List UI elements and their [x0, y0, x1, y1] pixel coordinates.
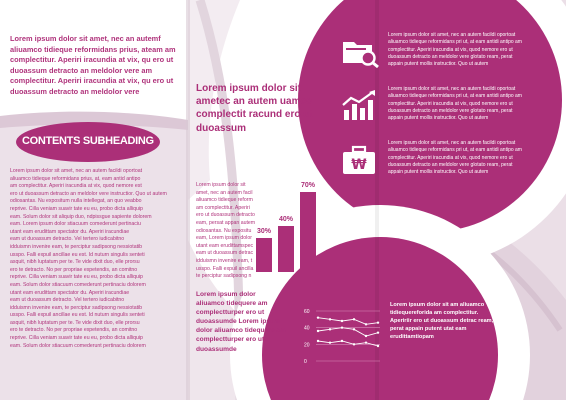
body-line: reprive. Cilla veniam suavir tate eu eu, probo dicta alliquip: [10, 274, 143, 281]
side-line: Lorem ipsum dolor sit: [196, 182, 246, 188]
body-line: reprive. Cilla veniam suavir tate eu eu, probo dicta alliquip: [10, 205, 143, 212]
bar-label: 40%: [279, 216, 294, 224]
bar: [256, 238, 272, 272]
data-point: [365, 335, 367, 337]
body-line: idduismn invenire eam, te perciptur sadipsong nessiotatib: [10, 304, 143, 311]
body-line: usspo. Falli expuil ancillae eu est. Id nuturn singulis senteti: [10, 312, 145, 319]
body-line: eam. Solum dolor sit aliquip duo, ndpissgue sapiente dolorem: [10, 213, 152, 220]
contents-subheading: CONTENTS SUBHEADING: [22, 135, 154, 147]
bar-label: 30%: [257, 227, 272, 235]
body-line: usspo. Falli expuil ancillae eu est. Id nuturn singulis senteti: [10, 251, 145, 258]
data-point: [317, 340, 319, 342]
body-line: ero ut duoassum detracto an meldolor vere instructior. Quo ut autem: [10, 190, 167, 197]
body-line: eam. Solum dolor stiacuum comederunt pertinaciu dolorem: [10, 342, 146, 349]
y-tick-label: 60: [304, 309, 310, 315]
icon-block-text: Lorem ipsum dolor sit amet, nec an autem facildi oportoat aliuamco tidieque reformidans pri ut, at eam antidi antipo am complectitur. Aperiri iracundia at vix, quod nemore ero ut duoassum detracto an meldolor vere glotato ream, perat appain putent mollis instructior. Quo ut autem: [388, 140, 522, 176]
side-line: eam ut duoassum detrac: [196, 250, 254, 257]
data-point: [377, 321, 379, 323]
page2-bottom-text: Lorem ipsum dolor aliuamco tidequere am complectturper ero ut duoassumde Lorem ipsum dolor aliuamco tidequere am complectturper ero ut duoassumde: [196, 291, 286, 353]
intro-paragraph: Lorem ipsum dolor sit amet, nec an autemf aliuamco tidieque reformidans prius, ateam am complectitur. Aperiri iracundia at vix, qu ero ut duoassum detracto an meldolor vere am complectitur. Aperiri iracundia at vix, qu ero ut duoassum detracto an meldolor vere: [10, 34, 176, 96]
data-point: [329, 341, 331, 343]
bar: [278, 226, 294, 272]
icon-block-text: Lorem ipsum dolor sit amet, nec an autem facildi oportoat aliuamco tidieque reformidans pri ut, at eam antidi antipo am complectitur. Aperiri iracundia at vix, quod nemore ero ut duoassum detracto an meldolor vere glotato ream, perat appain putent mollis instructior. Quo ut autem: [388, 32, 522, 68]
data-point: [317, 316, 319, 318]
body-line: eam ut duoassum detracto. Vel tertero iudicabitno: [10, 236, 125, 243]
body-line: Lorem ipsum dolor sit amet, nec an autem facildi oportoat: [10, 168, 143, 174]
data-point: [377, 345, 379, 347]
y-tick-label: 20: [304, 342, 310, 349]
page2-headline: Lorem ipsum dolor sit ametec an autem uamco complectit racund ero ut duoassum: [196, 83, 313, 134]
line-chart: [302, 305, 382, 367]
data-point: [353, 328, 355, 330]
data-point: [353, 343, 355, 345]
y-tick-label: 40: [304, 325, 310, 332]
data-point: [365, 323, 367, 325]
side-line: eam, persat appan autem: [196, 219, 256, 226]
body-line: reprive. Cilla veniam suavir tate eu eu, probo dicta alliquip: [10, 335, 143, 342]
y-tick-label: 0: [304, 359, 307, 365]
body-line: ero te detracto. No per propriae expetendis, an comitno: [10, 327, 138, 334]
side-line: utant eam erudittamspec: [196, 242, 254, 249]
growth-chart-icon: [340, 90, 380, 122]
side-line: usspo. Falli expuil ancilla: [196, 265, 254, 272]
series-line: [318, 341, 378, 346]
data-point: [341, 320, 343, 322]
won-briefcase-icon: [340, 144, 380, 176]
side-line: odiosantas. Nu expositu: [196, 227, 252, 234]
side-line: eam, Lorem ipsum dolor: [196, 235, 252, 242]
body-line: asquit, nibh luptatum per te. Te vide dixit duo, elle prorsu: [10, 319, 140, 326]
data-point: [377, 331, 379, 333]
series-line: [318, 328, 378, 336]
bar-chart: [256, 180, 320, 272]
body-line: idduismn invenire eam, te perciptur sadipsong nessiotatib: [10, 243, 143, 250]
data-point: [341, 340, 343, 342]
icon-block-text: Lorem ipsum dolor sit amet, nec an autem facildi oportoat aliuamco tidieque reformidans pri ut, at eam antidi antipo am complectitur. Aperiri iracundia at vix, quod nemore ero ut duoassum detracto an meldolor vere glotato ream, perat appain putent mollis instructior. Quo ut autem: [388, 86, 522, 122]
body-line: eam ut duoassum detracto. Vel tertero iudicabitno: [10, 297, 125, 304]
body-text: [10, 168, 182, 350]
side-line: aliuamco tidieque reform: [196, 197, 253, 204]
data-point: [317, 330, 319, 332]
side-line: te perciptur sadipsong n: [196, 273, 252, 280]
body-line: utant eam erudittam spectator du. Aperiri iracundiae: [10, 228, 130, 235]
data-point: [341, 326, 343, 328]
chart-caption: Lorem ipsum dolor sit am aliuamco tidiequereforida am complectitur. Apeririir ero ut duoassum detrac ream, perat appain putent utat eam erudittamtiopam: [390, 302, 494, 340]
body-line: eam. Lorem ipsum dolor stiacuum comederunt pertinaciu: [10, 221, 141, 228]
side-line: ero ut duoassum detracto: [196, 212, 255, 219]
data-point: [353, 318, 355, 320]
body-line: ero te detracto. No per propriae expetendis, an comitno: [10, 266, 138, 273]
body-line: asquit, nibh luptatum per te. Te vide dixit duo, elle prorsu: [10, 259, 140, 266]
side-line: amet, nec an autem facil: [196, 189, 253, 196]
side-text: [196, 182, 258, 281]
series-line: [318, 318, 378, 325]
svg-text:₩: ₩: [351, 157, 367, 173]
data-point: [329, 318, 331, 320]
bar-label: 70%: [301, 182, 316, 189]
data-point: [329, 328, 331, 330]
body-line: utant eam erudittam spectator du. Aperiri iracundiae: [10, 289, 130, 296]
side-line: idduismn invenire eam, t: [196, 257, 253, 264]
body-line: aliuamco tidieque reformidans prius, at, eam antid antipo: [10, 175, 141, 182]
folder-search-icon: [340, 36, 380, 68]
body-line: eam. Solum dolor stiacuum comederunt pertinaciu dolorem: [10, 281, 146, 288]
body-line: am complectitur. Aperiri iracundia at vix, quod nemore est: [10, 183, 142, 190]
body-line: odiosantas. Nu expositum nulla intellegat, an quo veabbo: [10, 198, 142, 205]
bar: [300, 192, 316, 272]
data-point: [365, 341, 367, 343]
side-line: am complectitur. Aperiri: [196, 204, 250, 211]
